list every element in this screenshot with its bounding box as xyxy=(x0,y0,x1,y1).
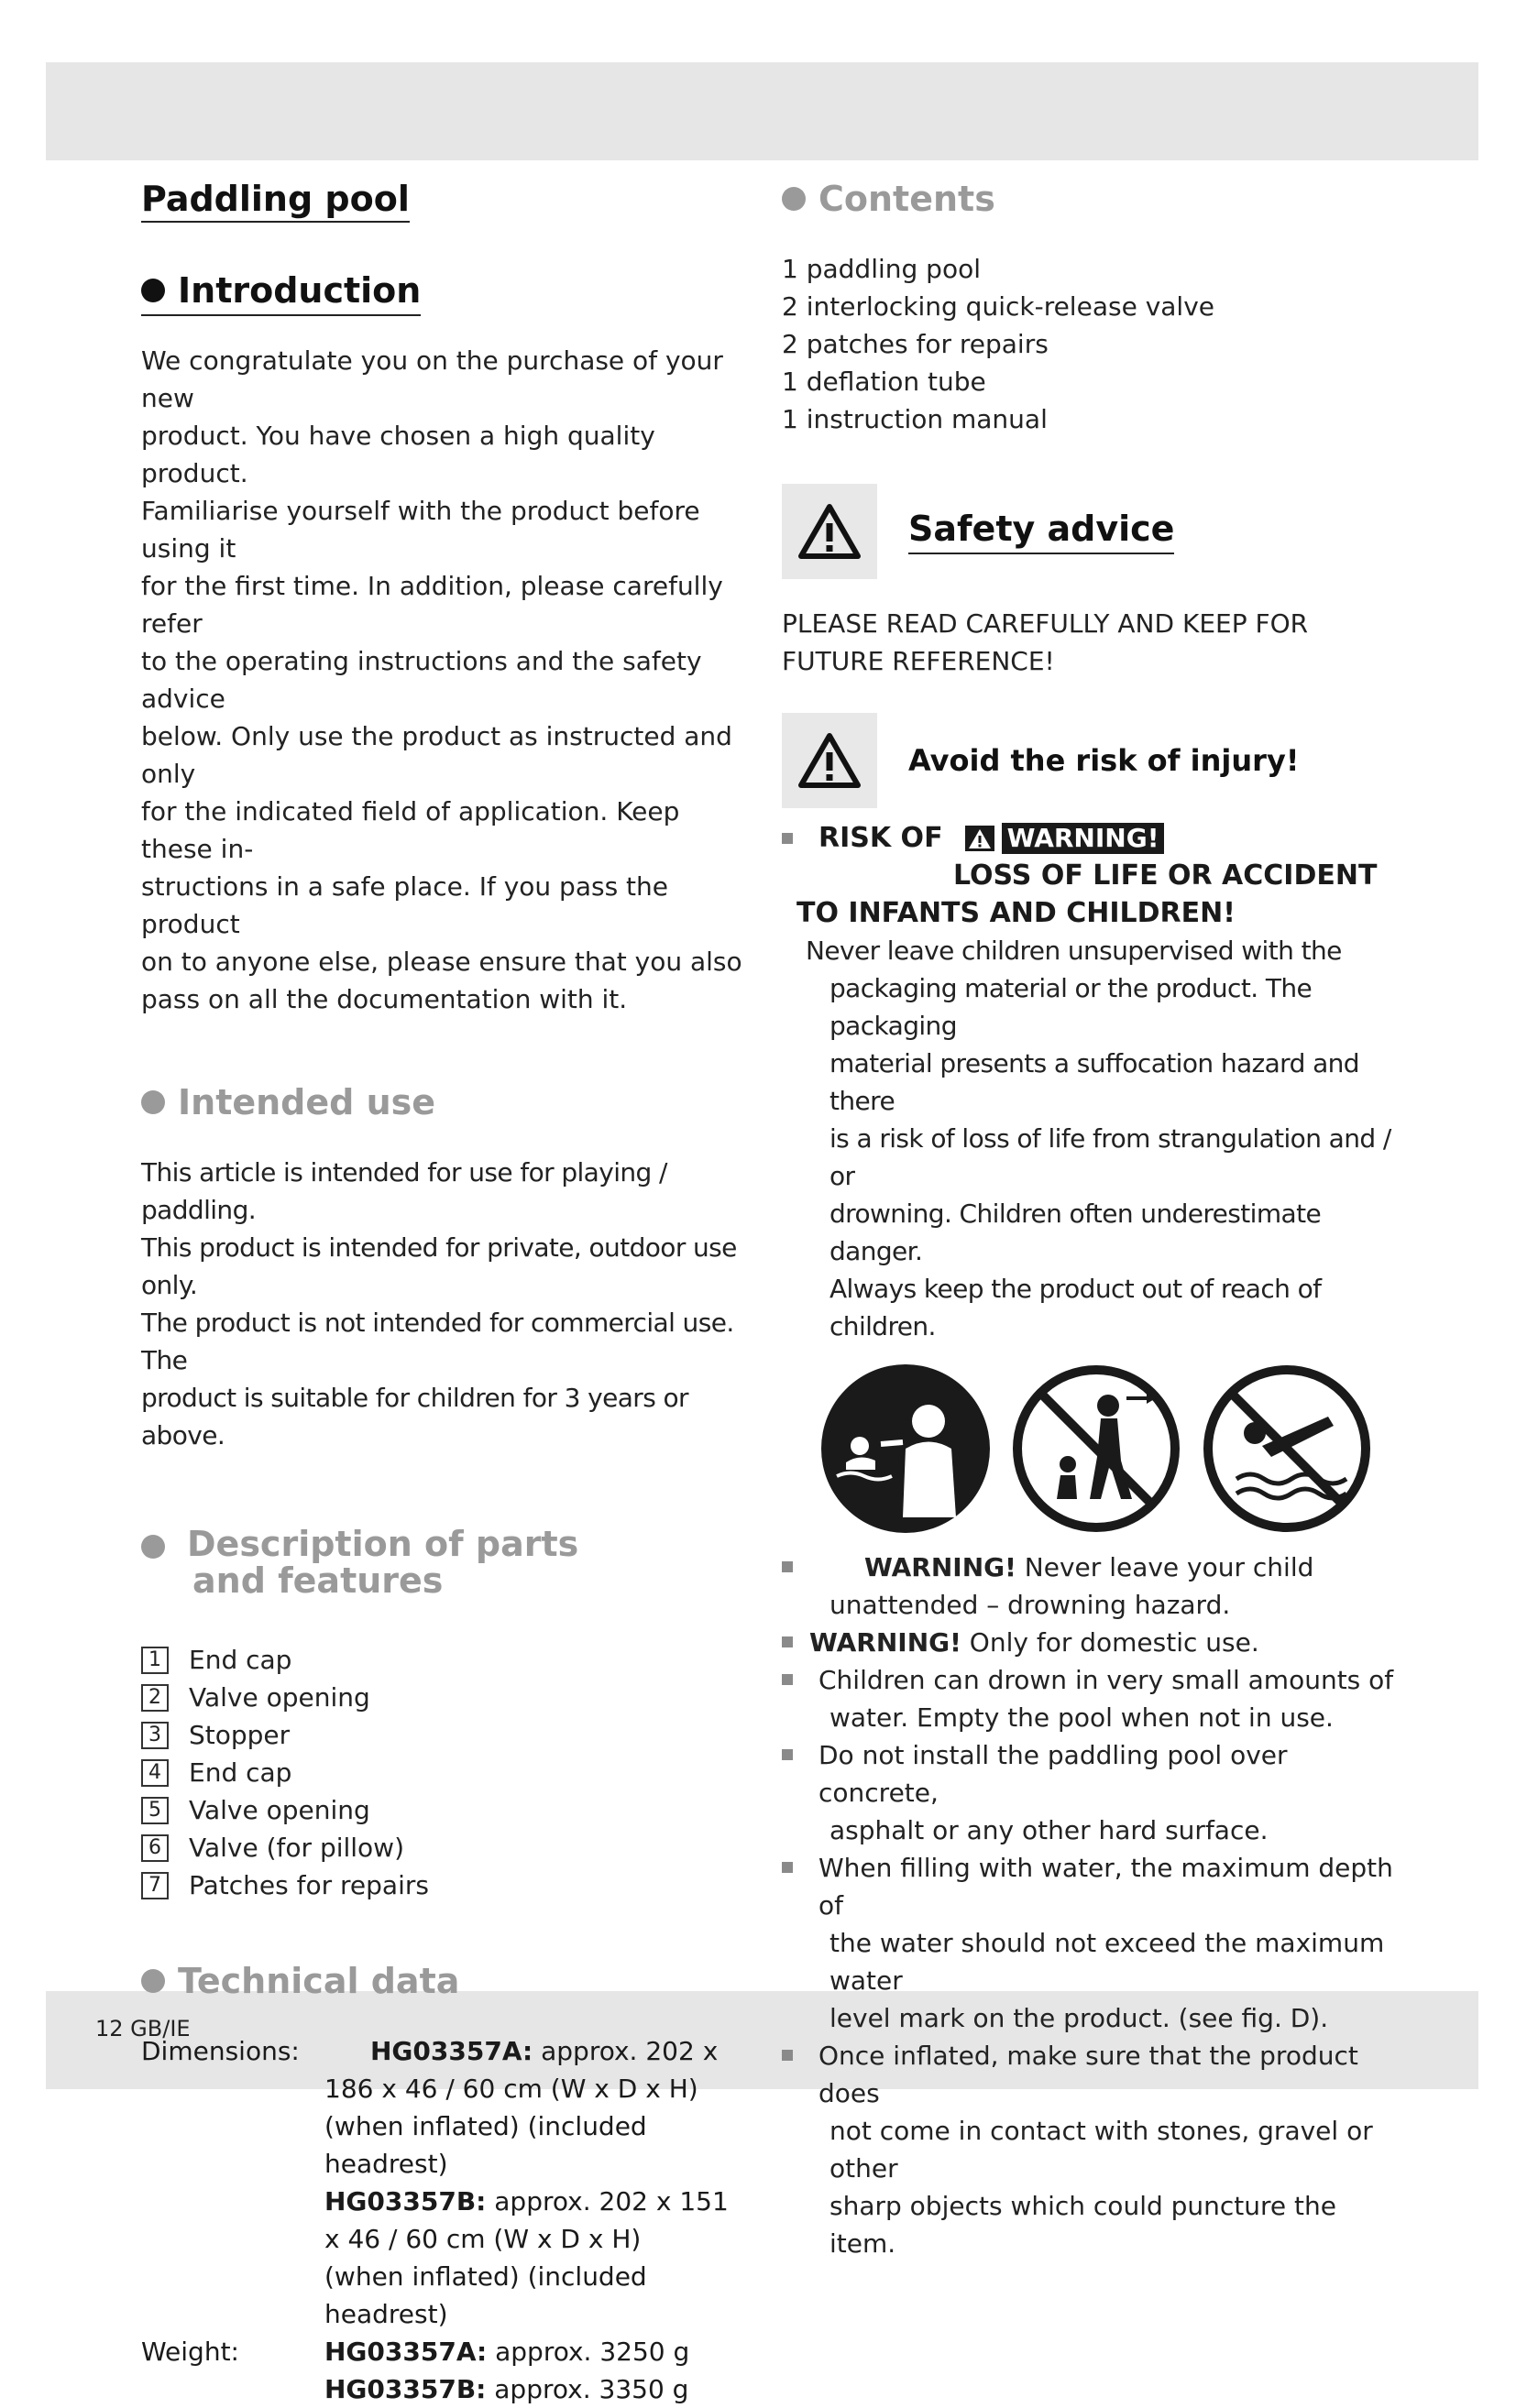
page-footer: 12 GB/IE xyxy=(95,2016,191,2041)
text-line: Always keep the product out of reach of children. xyxy=(829,1274,1322,1341)
bullet-square-icon xyxy=(782,1674,793,1685)
spec-text: approx. 202 x 151 xyxy=(486,2186,729,2216)
left-column xyxy=(141,179,746,2408)
spec-text: approx. 3250 g xyxy=(487,2337,690,2367)
list-item: 1 paddling pool xyxy=(782,254,981,284)
technical-heading-text: Technical data xyxy=(178,1961,460,2001)
text-line: structions in a safe place. If you pass the product xyxy=(141,871,669,939)
risk-line: LOSS OF LIFE OR ACCIDENT xyxy=(953,859,1378,892)
part-number: 3 xyxy=(141,1722,169,1749)
text-line: drowning. Children often underestimate danger. xyxy=(829,1199,1322,1266)
bullet-text: Never leave your child xyxy=(1016,1552,1314,1582)
list-item xyxy=(141,1641,746,1679)
bullet-text: Only for domestic use. xyxy=(961,1627,1259,1658)
weight-row xyxy=(141,2333,746,2408)
read-carefully-text xyxy=(782,605,1405,680)
list-item xyxy=(782,2037,1405,2262)
avoid-injury-title: Avoid the risk of injury! xyxy=(908,743,1300,778)
contents-heading-text: Contents xyxy=(818,179,995,219)
part-number: 5 xyxy=(141,1797,169,1824)
list-item xyxy=(141,1866,746,1904)
warning-text: WARNING! xyxy=(864,1552,1016,1582)
warning-triangle-icon xyxy=(782,484,877,579)
warning-text: WARNING! xyxy=(809,1627,961,1658)
dimensions-value xyxy=(324,2032,746,2333)
text-line: product. You have chosen a high quality product. xyxy=(141,421,655,488)
list-item xyxy=(141,1679,746,1716)
avoid-injury-header xyxy=(782,713,1405,808)
risk-of-text: RISK OF xyxy=(818,822,943,854)
list-item xyxy=(782,1849,1405,2037)
technical-heading xyxy=(141,1961,746,2001)
risk-body xyxy=(782,932,1405,1345)
text-line: product is suitable for children for 3 years or above. xyxy=(141,1383,688,1450)
part-label: Patches for repairs xyxy=(189,1870,429,1900)
list-item: 2 interlocking quick-release valve xyxy=(782,291,1214,322)
bullet-text: unattended – drowning hazard. xyxy=(829,1590,1231,1620)
text-line: PLEASE READ CAREFULLY AND KEEP FOR xyxy=(782,608,1309,639)
warning-badge xyxy=(965,823,1165,854)
text-line: material presents a suffocation hazard and there xyxy=(829,1048,1359,1116)
spec-text: (when inflated) (included headrest) xyxy=(324,2111,647,2179)
model-name: HG03357A: xyxy=(324,2337,488,2367)
header-band xyxy=(46,62,1478,160)
safety-advice-header xyxy=(782,484,1405,579)
bullet-text: sharp objects which could puncture the item. xyxy=(829,2191,1336,2259)
intended-use-heading-text: Intended use xyxy=(178,1082,436,1122)
bullet-square-icon xyxy=(782,1862,793,1873)
spec-text: approx. 3350 g xyxy=(486,2374,689,2404)
contents-list xyxy=(782,250,1405,438)
weight-value xyxy=(324,2333,746,2408)
bullet-text: Children can drown in very small amounts of xyxy=(818,1665,1394,1695)
part-number: 7 xyxy=(141,1872,169,1899)
text-line: pass on all the documentation with it. xyxy=(141,984,628,1014)
bullet-dot-icon xyxy=(141,1535,165,1559)
list-item xyxy=(141,1754,746,1791)
parts-heading-line1: Description of parts xyxy=(187,1524,579,1564)
spec-text: x 46 / 60 cm (W x D x H) xyxy=(324,2224,642,2254)
text-line: is a risk of loss of life from strangulation and / or xyxy=(829,1123,1391,1191)
dimensions-row xyxy=(141,2032,746,2333)
bullet-text: When filling with water, the maximum depth of xyxy=(818,1853,1393,1921)
bullet-text: asphalt or any other hard surface. xyxy=(829,1815,1269,1845)
part-label: Stopper xyxy=(189,1720,291,1750)
text-line: We congratulate you on the purchase of your new xyxy=(141,345,723,413)
part-label: End cap xyxy=(189,1757,292,1788)
bullet-square-icon xyxy=(782,1749,793,1760)
text-line: This product is intended for private, outdoor use only. xyxy=(141,1232,737,1300)
part-number: 1 xyxy=(141,1647,169,1674)
parts-list xyxy=(141,1641,746,1904)
text-line: for the first time. In addition, please carefully refer xyxy=(141,571,723,639)
bullet-dot-icon xyxy=(141,1969,165,1993)
list-item xyxy=(141,1716,746,1754)
part-number: 4 xyxy=(141,1759,169,1787)
text-line: FUTURE REFERENCE! xyxy=(782,646,1055,676)
dimensions-label: Dimensions: xyxy=(141,2036,300,2066)
bullet-square-icon xyxy=(782,1636,793,1647)
part-label: Valve opening xyxy=(189,1682,370,1713)
bullet-dot-icon xyxy=(141,279,165,302)
text-line: below. Only use the product as instructed and only xyxy=(141,721,732,789)
spec-text: 186 x 46 / 60 cm (W x D x H) xyxy=(324,2074,698,2104)
model-name: HG03357B: xyxy=(324,2374,487,2404)
part-label: End cap xyxy=(189,1645,292,1675)
list-item xyxy=(141,1829,746,1866)
bullet-text: level mark on the product. (see fig. D). xyxy=(829,2003,1329,2033)
right-column xyxy=(782,179,1405,2262)
bullet-text: water. Empty the pool when not in use. xyxy=(829,1702,1334,1733)
list-item: 2 patches for repairs xyxy=(782,329,1049,359)
warning-triangle-icon xyxy=(965,826,994,851)
model-name: HG03357B: xyxy=(324,2186,487,2216)
bullet-text: Once inflated, make sure that the product does xyxy=(818,2041,1358,2108)
bullet-text: not come in contact with stones, gravel or other xyxy=(829,2116,1373,2184)
safety-advice-title: Safety advice xyxy=(908,509,1174,554)
no-diving-icon xyxy=(1200,1362,1374,1536)
part-label: Valve opening xyxy=(189,1795,370,1825)
part-label: Valve (for pillow) xyxy=(189,1833,405,1863)
text-line: Familiarise yourself with the product before using it xyxy=(141,496,700,564)
introduction-heading xyxy=(141,270,421,316)
bullet-text: the water should not exceed the maximum water xyxy=(829,1928,1385,1996)
warning-triangle-icon xyxy=(782,713,877,808)
list-item xyxy=(782,1549,1405,1624)
spec-text: (when inflated) (included headrest) xyxy=(324,2261,647,2329)
list-item xyxy=(782,1661,1405,1736)
safety-bullets xyxy=(782,1549,1405,2262)
technical-data xyxy=(141,2032,746,2408)
list-item xyxy=(782,1624,1405,1661)
bullet-square-icon xyxy=(782,2050,793,2061)
intended-use-text xyxy=(141,1154,746,1454)
text-line: The product is not intended for commercial use. The xyxy=(141,1308,734,1375)
bullet-square-icon xyxy=(782,1561,793,1572)
list-item: 1 instruction manual xyxy=(782,404,1048,434)
risk-warning-block xyxy=(782,819,1405,1345)
text-line: to the operating instructions and the safety advice xyxy=(141,646,702,714)
list-item: 1 deflation tube xyxy=(782,367,986,397)
no-leaving-child-icon xyxy=(1009,1362,1183,1536)
bullet-dot-icon xyxy=(782,187,806,211)
risk-line: TO INFANTS AND CHILDREN! xyxy=(796,897,1236,929)
intended-use-heading xyxy=(141,1082,746,1122)
text-line: Never leave children unsupervised with the xyxy=(806,936,1342,966)
text-line: on to anyone else, please ensure that you also xyxy=(141,947,742,977)
text-line: packaging material or the product. The packaging xyxy=(829,973,1313,1041)
parts-heading-line2: and features xyxy=(192,1560,444,1601)
introduction-text xyxy=(141,342,746,1018)
bullet-square-icon xyxy=(782,833,793,844)
list-item xyxy=(141,1791,746,1829)
model-name: HG03357A: xyxy=(370,2036,533,2066)
introduction-heading-text: Introduction xyxy=(178,270,422,311)
text-line: This article is intended for use for playing / paddling. xyxy=(141,1157,667,1225)
warning-label: WARNING! xyxy=(1002,823,1165,854)
supervise-child-icon xyxy=(818,1362,993,1536)
list-item xyxy=(782,1736,1405,1849)
part-number: 6 xyxy=(141,1834,169,1862)
page-title: Paddling pool xyxy=(141,179,410,223)
safety-pictograms xyxy=(782,1362,1405,1536)
text-line: for the indicated field of application. Keep these in- xyxy=(141,796,680,864)
part-number: 2 xyxy=(141,1684,169,1712)
spec-text: approx. 202 x xyxy=(533,2036,719,2066)
bullet-dot-icon xyxy=(141,1090,165,1114)
parts-heading xyxy=(141,1526,746,1599)
weight-label: Weight: xyxy=(141,2337,239,2367)
bullet-text: Do not install the paddling pool over concrete, xyxy=(818,1740,1288,1808)
contents-heading xyxy=(782,179,1405,219)
